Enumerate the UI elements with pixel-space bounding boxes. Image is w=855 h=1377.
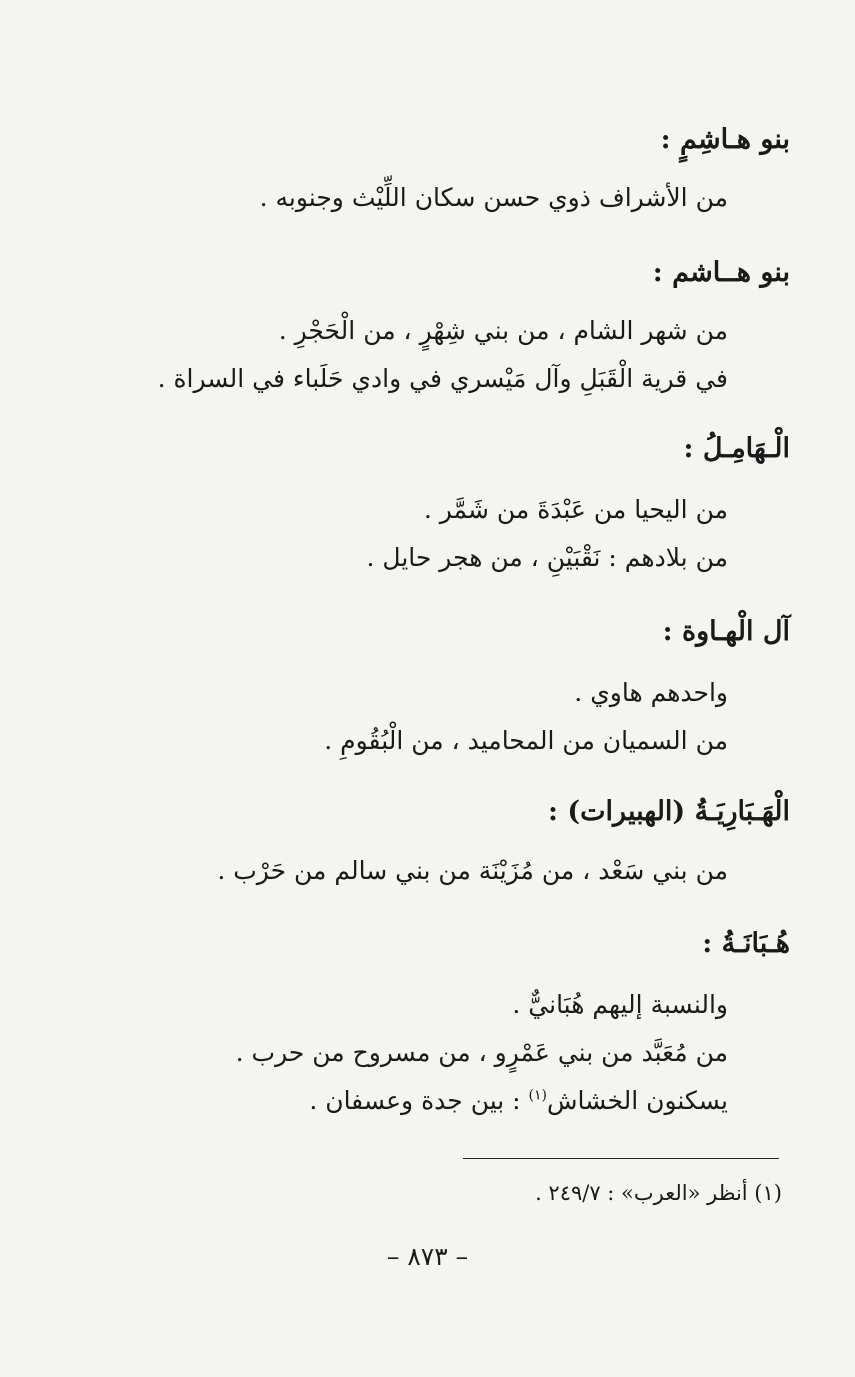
section-heading-hubana: هُـبَانَـةُ : <box>702 928 790 959</box>
section-line: من شهر الشام ، من بني شِهْرٍ ، من الْحَجْرِ . <box>278 316 728 345</box>
section-heading-al-habariya: الْهَـبَارِيَـةُ (الهبيرات) : <box>548 796 790 827</box>
page-number: – ٨٧٣ – <box>386 1242 469 1271</box>
section-line: من اليحيا من عَبْدَةَ من شَمَّر . <box>423 495 728 524</box>
section-line: في قرية الْقَبَلِ وآل مَيْسري في وادي حَلَباء في السراة . <box>157 364 728 393</box>
line-text: : بين جدة وعسفان . <box>309 1086 529 1115</box>
section-line: من بني سَعْد ، من مُزَيْنَة من بني سالم من حَرْب . <box>217 856 728 885</box>
section-heading-banu-hashim-2: بنو هــاشم : <box>652 257 790 288</box>
section-line-with-footnote-marker <box>309 1088 728 1113</box>
footnote-text: (١) أنظر «العرب» : ٢٤٩/٧ . <box>535 1181 782 1205</box>
section-line: من السميان من المحاميد ، من الْبُقُومِ . <box>324 726 728 755</box>
section-heading-al-hawa: آل الْهـاوة : <box>662 616 790 647</box>
section-heading-al-hamil: الْـهَامِـلُ : <box>683 433 790 464</box>
section-line: من الأشراف ذوي حسن سكان اللِّيْث وجنوبه . <box>259 183 728 212</box>
footnote-marker[interactable]: (١) <box>528 1087 548 1104</box>
section-line: والنسبة إليهم هُبَانيٌّ . <box>512 990 728 1019</box>
section-heading-banu-hashim-1: بنو هـاشِمٍ : <box>660 124 790 155</box>
section-line: من بلادهم : نَقْبَيْنِ ، من هجر حايل . <box>366 543 728 572</box>
footnote-separator <box>463 1158 779 1159</box>
section-line: واحدهم هاوي . <box>574 678 728 707</box>
section-line: من مُعَبَّد من بني عَمْرٍو ، من مسروح من حرب . <box>235 1038 728 1067</box>
line-text: يسكنون الخشاش <box>547 1086 728 1115</box>
